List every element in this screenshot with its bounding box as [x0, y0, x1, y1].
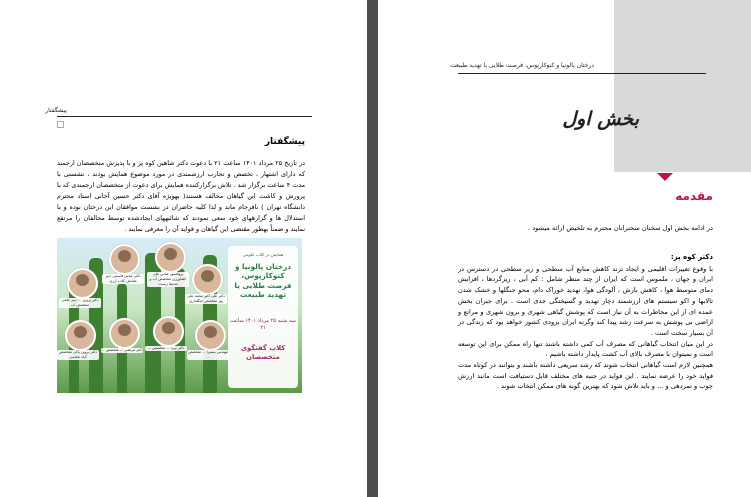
speaker-photo — [155, 242, 186, 273]
intro-heading: مقدمه — [675, 189, 713, 203]
body-paragraph: همچنین لازم است گیاهانی انتخاب شوند که رشد سریعی داشته باشند و بتوانند در کوتاه مدت فواید خود را عرضه نمایند . این فواید در جنبه های مختلف قابل دستیافت است مانند ارزش چوب و تمردهی و ... و باید تلاش شود که بهترین گونه های ممکن انتخاب شوند . — [458, 361, 713, 391]
poster-club: کلاب گفتگوی متخصصان — [240, 344, 286, 361]
poster-date: سه شنبه ۲۵ مرداد ۱۴۰۱ ساعت ۲۱ — [230, 318, 296, 331]
speaker-caption: دکتر مرتضی ... متخصص ... — [101, 348, 143, 352]
header-rule — [458, 73, 706, 74]
speaker-caption: دکتر نیره ... متخصص ... — [145, 346, 187, 351]
header-rule — [57, 116, 312, 117]
speaker-section — [458, 252, 713, 392]
speaker-caption: دکتر پروین ... دبیر علمی متخصص آب — [59, 298, 101, 308]
speaker-photo — [65, 320, 96, 351]
event-poster — [57, 238, 302, 393]
speaker-photo — [67, 268, 98, 299]
body-paragraph: در این میان انتخاب گیاهانی که مصرف آب کمی داشته باشند تنها راه ممکن برای این توسعه است و نمیتوان با مصرف بالای آب کشت پایدار داشته باشیم . — [458, 339, 713, 359]
running-header: پیشگفتار — [45, 107, 67, 114]
speaker-caption: دکتر پروین پاکی متخصص گیاه شناسی — [57, 350, 99, 360]
speaker-photo — [109, 318, 140, 349]
body-paragraph: با وقوع تغییرات اقلیمی و ایجاد ترند کاهش منابع آب سطحی و زیر سطحی در دسترس در ایران و جهان ، ملموس است که ایران از چند منظر شامل : کم آبی ، ریزگردها ، افزایش دمای متوسط هوا ، کاهش بارش ، آلودگی هوا، تهدید خوراک دام، محو جنگلها و خشک شدن تالابها و اکو سیستم های ارزشمند دچار تهدید و گسیختگی جدی است . برای جبران بخش عمده ای از این مخاطرات به آن نیاز است که پوشش گیاهی شهری و برون شهری و مراتع و اراضی بی پوشش به سرعت رشد پیدا کند وگرنه ایران بزودی کشور خواهد بود که زندگی در آن بسیار سخت است . — [458, 264, 713, 337]
speaker-caption: پروفسور عباس علی کشاورزی متخصص آب و محیط زیست — [147, 272, 189, 287]
speaker-caption: دکتر علی اکبر محمد علی پور متخصص جنگلداری — [185, 294, 227, 304]
poster-series: همایش در کلاب علومی — [242, 252, 284, 257]
intro-line: در ادامه بخش اول سخنان سخنرانان محترم به تلخیص ارائه میشود . — [528, 224, 713, 232]
speaker-photo — [153, 316, 184, 347]
chapter-bar — [614, 0, 751, 172]
anchor-marker — [57, 121, 64, 128]
speaker-title: دکتر کوه پز: — [670, 253, 713, 261]
speaker-photo — [109, 244, 140, 275]
poster-title-panel — [228, 246, 298, 388]
poster-title: درختان پالونیا و کنوکارپوس، فرصت طلایی یا تهدید طبیعت — [234, 262, 292, 299]
preface-paragraph: در تاریخ ۲۵ مرداد ۱۴۰۱ ساعت ۲۱ با دعوت دکتر شاهین کوه پز و با پذیرش متخصصان ارجمند که دارای اشتهار ، تخصص و تجارب ارزشمندی در مورد موضوع همایش بودند ، نشستی با مدت ۴ ساعت برگزار شد . تلاش برگزارکننده همایش برای دعوت از متخصصان ارجمندی که با پرورش و کاشت این گیاهان مخالف هستند( بهویژه آقای دکتر حسین آخانی استاد محترم دانشگاه تهران ) نافرجام ماند و لذا کلیه حاضران در نشست موافقان این درختان بوده و با استدلال ها و گزارههای خود سعی نمودند که شائبههای ایجادشده توسط مخالفان را مرتفع نمایند و ضمناً بهطور مقتضی این گیاهان و فواید آن را معرفی نمایند . — [57, 159, 306, 233]
speaker-photo — [192, 264, 223, 295]
right-page — [378, 0, 751, 497]
section-title: پیشگفتار — [264, 137, 305, 147]
speaker-caption: دکتر عباس قاسمی دبیر همایش کلاب آرزی — [102, 274, 144, 284]
left-page — [0, 0, 367, 497]
speaker-photo — [195, 320, 226, 351]
chapter-title: بخش اول — [562, 108, 639, 130]
speaker-caption: مهندس سمیرا ... متخصص ... — [188, 350, 228, 359]
running-header: درختان پالونیا و کنوکارپوس، فرصت طلایی یا تهدید طبیعت — [450, 62, 594, 69]
accent-triangle — [657, 173, 673, 181]
